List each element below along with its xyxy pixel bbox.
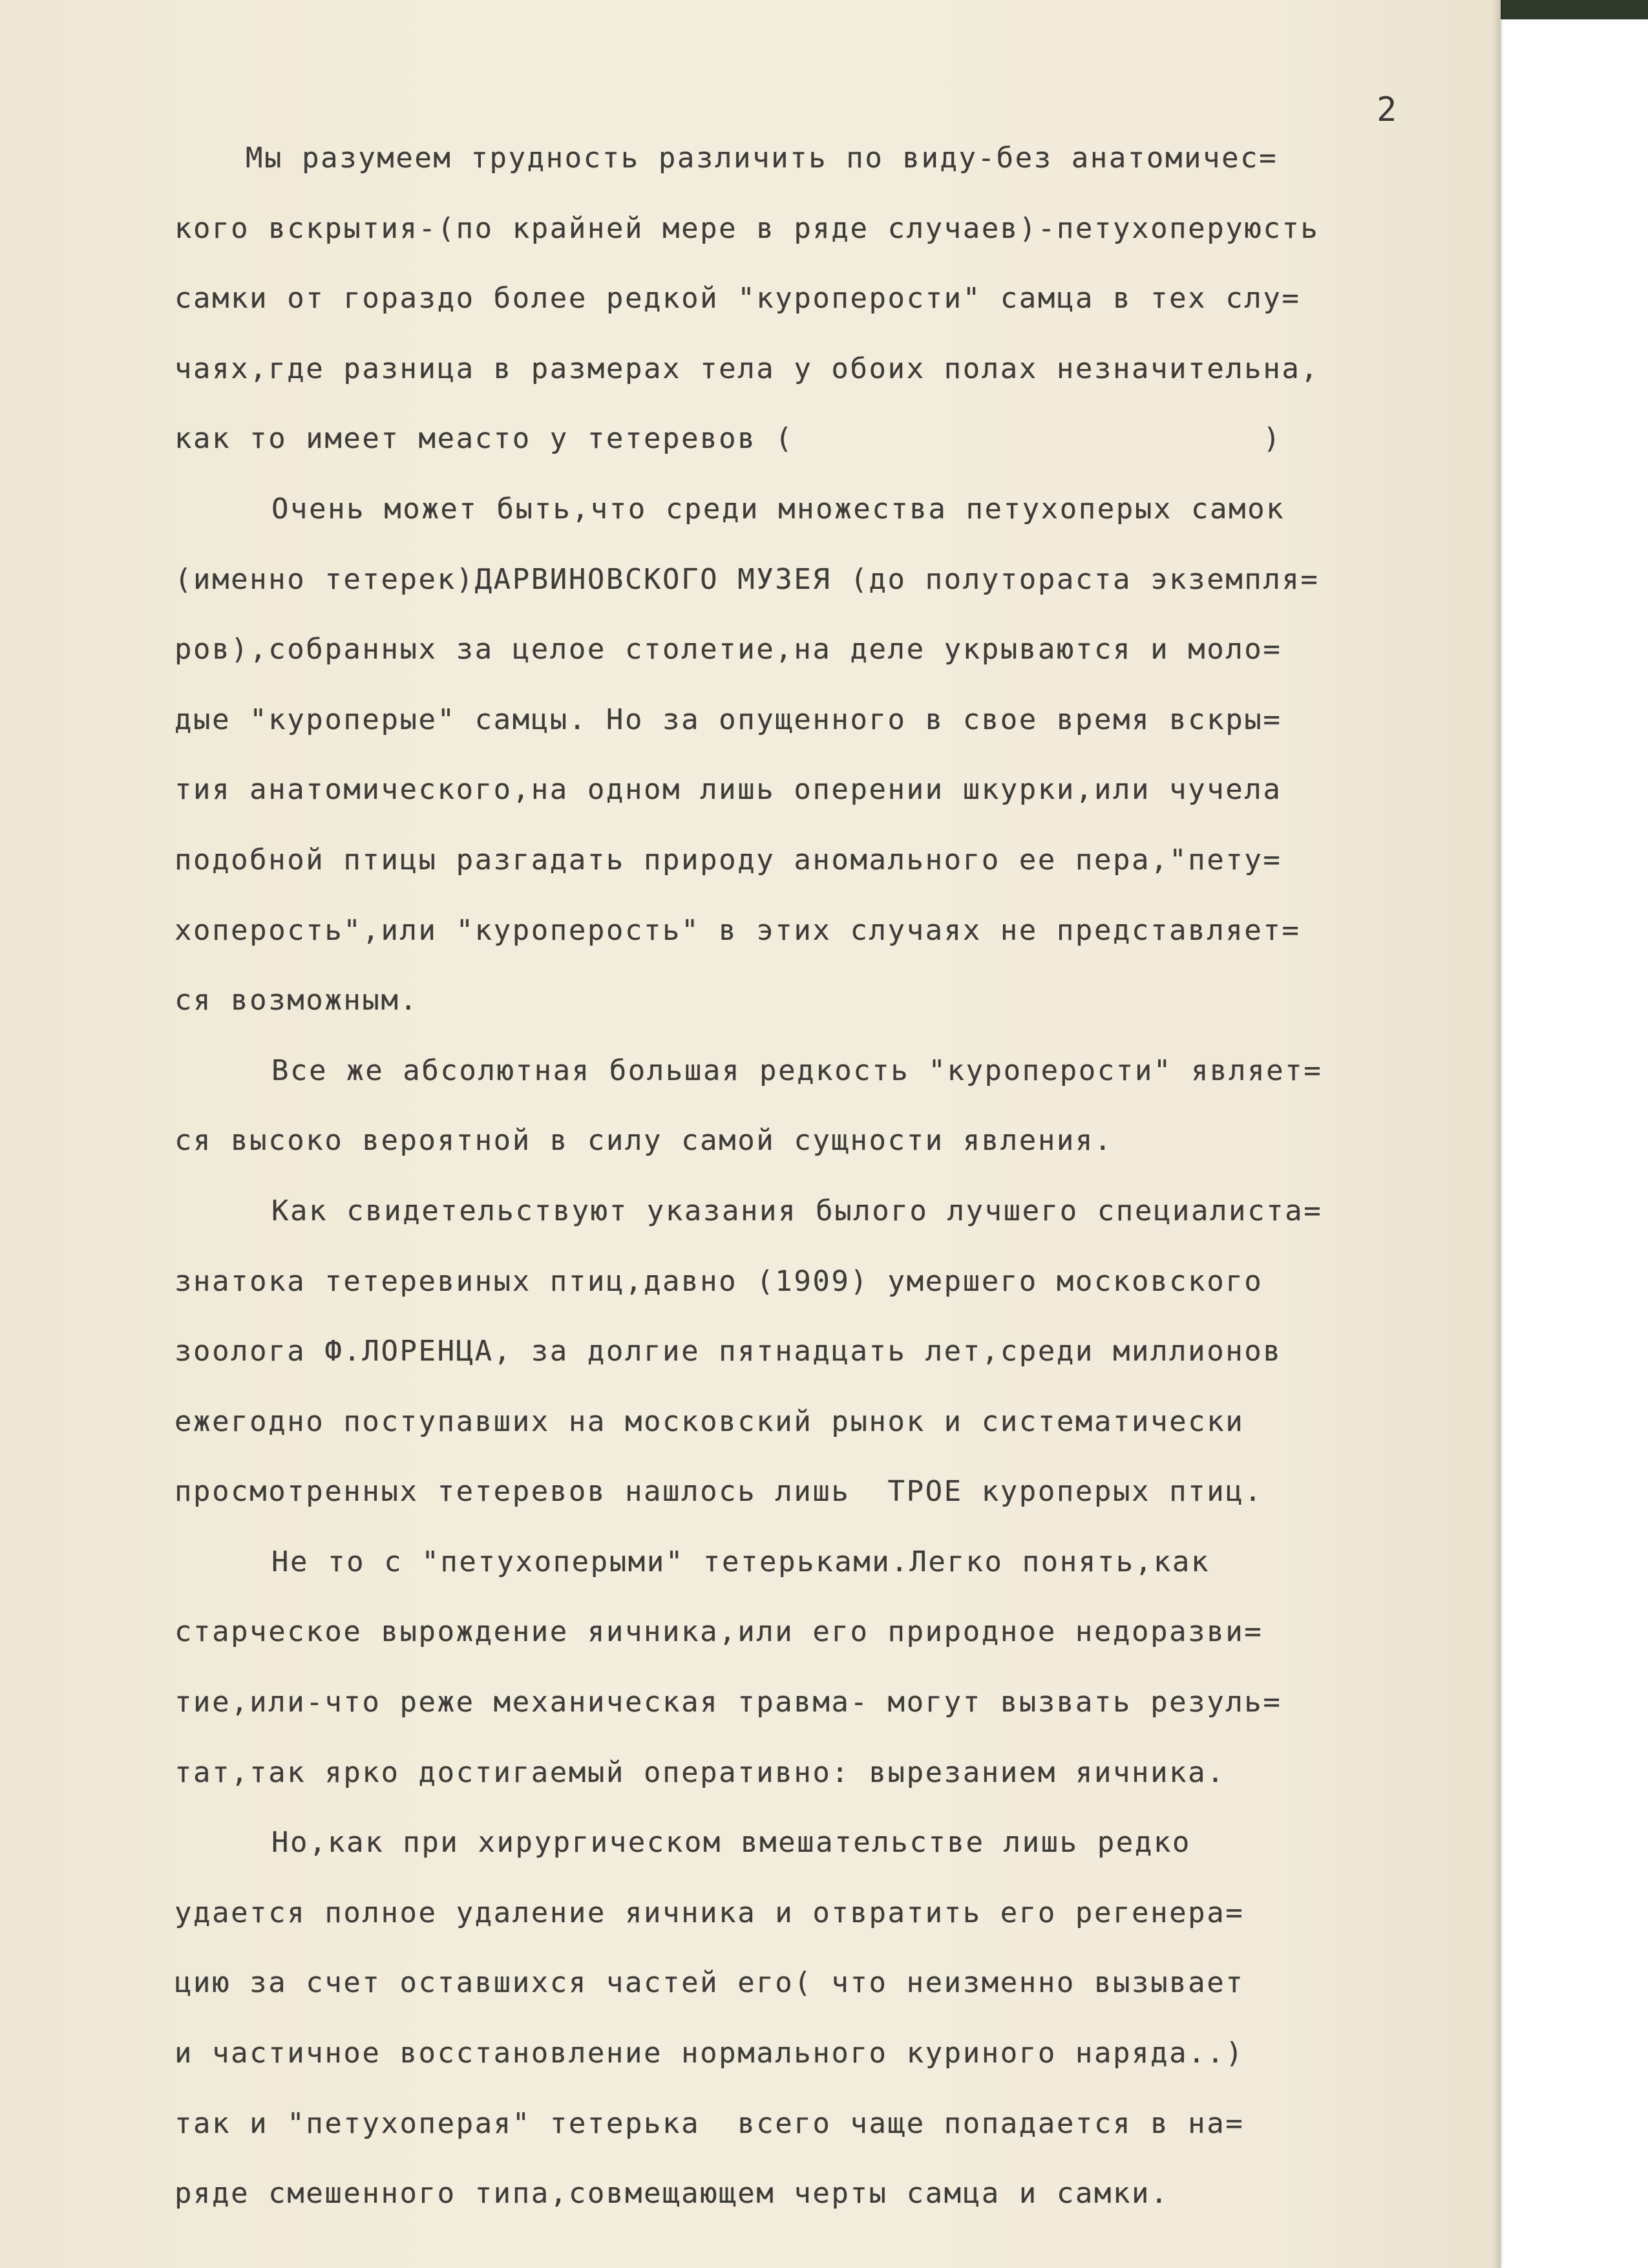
text-line: Не то с "петухоперыми" тетерьками.Легко понять,как [271,1545,1210,1578]
text-line: ся высоко вероятной в силу самой сущности явления. [174,1124,1114,1158]
text-line: знатока тетеревиных птиц,давно (1909) умершего московского [174,1264,1263,1298]
text-line: как то имеет меасто у тетеревов ( ) [174,422,1282,456]
text-line: подобной птицы разгадать природу аномального ее пера,"пету= [174,843,1282,876]
text-line: дые "куроперые" самцы. Но за опущенного в свое время вскры= [174,703,1282,736]
text-line: ров),собранных за целое столетие,на деле укрываются и моло= [174,633,1282,666]
text-line: кого вскрытия-(по крайней мере в ряде случаев)-петухоперуюсть [174,211,1320,245]
text-line: старческое вырождение яичника,или его природное недоразви= [174,1615,1263,1649]
text-line: удается полное удаление яичника и отвратить его регенера= [174,1896,1245,1929]
text-line: ежегодно поступавших на московский рынок и систематически [174,1404,1245,1438]
typewritten-text-body [174,139,1474,2245]
text-line: цию за счет оставшихся частей его( что неизменно вызывает [174,1966,1245,2000]
text-line: Как свидетельствуют указания былого лучшего специалиста= [271,1194,1323,1227]
text-line: просмотренных тетеревов нашлось лишь ТРОЕ куроперых птиц. [174,1475,1263,1509]
text-line: зоолога Ф.ЛОРЕНЦА, за долгие пятнадцать лет,среди миллионов [174,1335,1282,1368]
text-line: тия анатомического,на одном лишь оперении шкурки,или чучела [174,773,1282,807]
text-line: чаях,где разница в размерах тела у обоих полах незначительна, [174,352,1320,385]
text-line: Все же абсолютная большая редкость "куроперости" являет= [271,1054,1323,1087]
text-line: так и "петухоперая" тетерька всего чаще попадается в на= [174,2106,1245,2140]
text-line: хоперость",или "куроперость" в этих случаях не представляет= [174,913,1301,947]
scanner-background [1499,0,1648,19]
page-number: 2 [1377,90,1397,129]
text-line: тат,так ярко достигаемый оперативно: вырезанием яичника. [174,1755,1226,1789]
text-line: самки от гораздо более редкой "куроперости" самца в тех слу= [174,282,1301,315]
text-line: ся возможным. [174,984,419,1017]
text-line: ряде смешенного типа,совмещающем черты самца и самки. [174,2177,1170,2210]
text-line: Но,как при хирургическом вмешательстве лишь редко [271,1826,1191,1860]
text-line: тие,или-что реже механическая травма- могут вызвать резуль= [174,1686,1282,1719]
text-line: Мы разумеем трудность различить по виду-без анатомичес= [246,142,1278,175]
text-line: (именно тетерек)ДАРВИНОВСКОГО МУЗЕЯ (до полутораста экземпля= [174,562,1320,596]
text-line: Очень может быть,что среди множества петухоперых самок [271,492,1285,525]
text-line: и частичное восстановление нормального куриного наряда..) [174,2037,1245,2070]
